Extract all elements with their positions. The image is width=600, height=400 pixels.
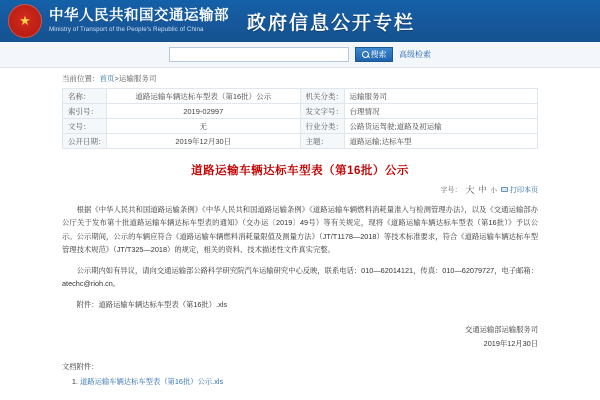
info-table-wrap <box>62 88 538 149</box>
signoff-organization: 交通运输部运输服务司 <box>465 325 538 335</box>
breadcrumb <box>0 68 600 88</box>
attachments-list <box>62 376 538 388</box>
attachments-heading: 文档附件： <box>62 361 99 371</box>
search-bar <box>0 42 600 68</box>
signoff-date: 2019年12月30日 <box>483 338 538 348</box>
national-emblem-icon <box>8 4 42 38</box>
paragraph: 公示期内如有异议，请向交通运输部公路科学研究院汽车运输研究中心反映，联系电话：010—62014121，传真：010—62079727，电子邮箱：atechc@rioh.cn。 <box>62 265 539 289</box>
table-row <box>63 119 538 134</box>
font-size-small-button[interactable]: 小 <box>490 187 497 194</box>
search-input[interactable] <box>169 47 349 62</box>
ministry-name-en: Ministry of Transport of the People's Republic of China <box>49 26 204 34</box>
advanced-search-link[interactable]: 高级检索 <box>399 50 431 59</box>
document-meta-table <box>62 88 538 149</box>
banner-title: 政府信息公开专栏 <box>247 12 416 34</box>
meta-label: 名称： <box>63 89 107 104</box>
breadcrumb-current: 运输服务司 <box>118 74 157 83</box>
meta-value: 台理情况 <box>344 104 538 119</box>
breadcrumb-separator: > <box>114 74 119 83</box>
meta-label: 公开日期： <box>63 134 107 149</box>
table-row <box>63 89 538 104</box>
attachment-link[interactable]: 道路运输车辆达标车型表（第16批）公示.xls <box>80 376 224 386</box>
meta-value: 公路货运驾驶;道路及初运输 <box>344 119 538 134</box>
meta-value: 道路运输车辆达标车型表（第16批）公示 <box>107 89 301 104</box>
meta-label: 发文字号： <box>300 104 344 119</box>
ministry-name-cn: 中华人民共和国交通运输部 <box>49 7 229 24</box>
attachment-line[interactable]: 附件：道路运输车辆达标车型表（第16批）.xls <box>76 299 227 309</box>
document-body <box>62 203 538 311</box>
magnifier-icon <box>362 51 369 58</box>
table-row <box>63 134 538 149</box>
signoff-block <box>0 323 538 349</box>
font-size-large-button[interactable]: 大 <box>465 185 475 195</box>
meta-label: 索引号： <box>63 104 107 119</box>
meta-value: 2019-02997 <box>107 104 301 119</box>
font-size-toolbar <box>0 183 538 196</box>
print-button-label: 打印本页 <box>510 186 538 194</box>
print-button[interactable] <box>501 185 538 195</box>
meta-label: 文号： <box>63 119 107 134</box>
printer-icon <box>501 187 508 192</box>
meta-value: 运输服务司 <box>344 89 538 104</box>
meta-value: 无 <box>107 119 301 134</box>
site-header <box>0 0 600 42</box>
table-row <box>63 104 538 119</box>
paragraph: 根据《中华人民共和国道路运输条例》《中华人民共和国道路运输条例》《道路运输车辆燃料消耗量准入与检测管理办法》，以及《交通运输部办公厅关于发布第十批道路运输车辆达标车型表的通知》（交办运〔2019〕49号）等有关规定，现将《道路运输车辆达标车型表（第16批）》予以公示。公示期间，公示的车辆应符合《道路运输车辆燃料消耗量限值及测量方法》（JT/T1178—2018）等技术标准要求，符合《道路运输车辆达标车型管理技术规范》（JT/T325—2018）的规定，相关的资料、技术描述性文件真实完整。 <box>62 205 538 255</box>
breadcrumb-home-link[interactable]: 首页 <box>99 74 115 83</box>
meta-label: 主题： <box>300 134 344 149</box>
font-size-medium-button[interactable]: 中 <box>478 185 487 194</box>
ministry-title-block <box>49 8 229 35</box>
breadcrumb-prefix: 当前位置： <box>62 74 100 83</box>
meta-label: 行业分类： <box>300 119 344 134</box>
font-size-label: 字号： <box>440 186 462 194</box>
attachments-section <box>62 362 538 388</box>
meta-value: 道路运输;达标车型 <box>344 134 538 149</box>
search-button-label: 搜索 <box>370 50 387 59</box>
meta-value: 2019年12月30日 <box>107 134 301 149</box>
page-title: 道路运输车辆达标车型表（第16批）公示 <box>191 165 409 177</box>
search-button[interactable] <box>355 47 393 62</box>
meta-label: 机关分类： <box>300 89 344 104</box>
list-item <box>80 376 538 388</box>
